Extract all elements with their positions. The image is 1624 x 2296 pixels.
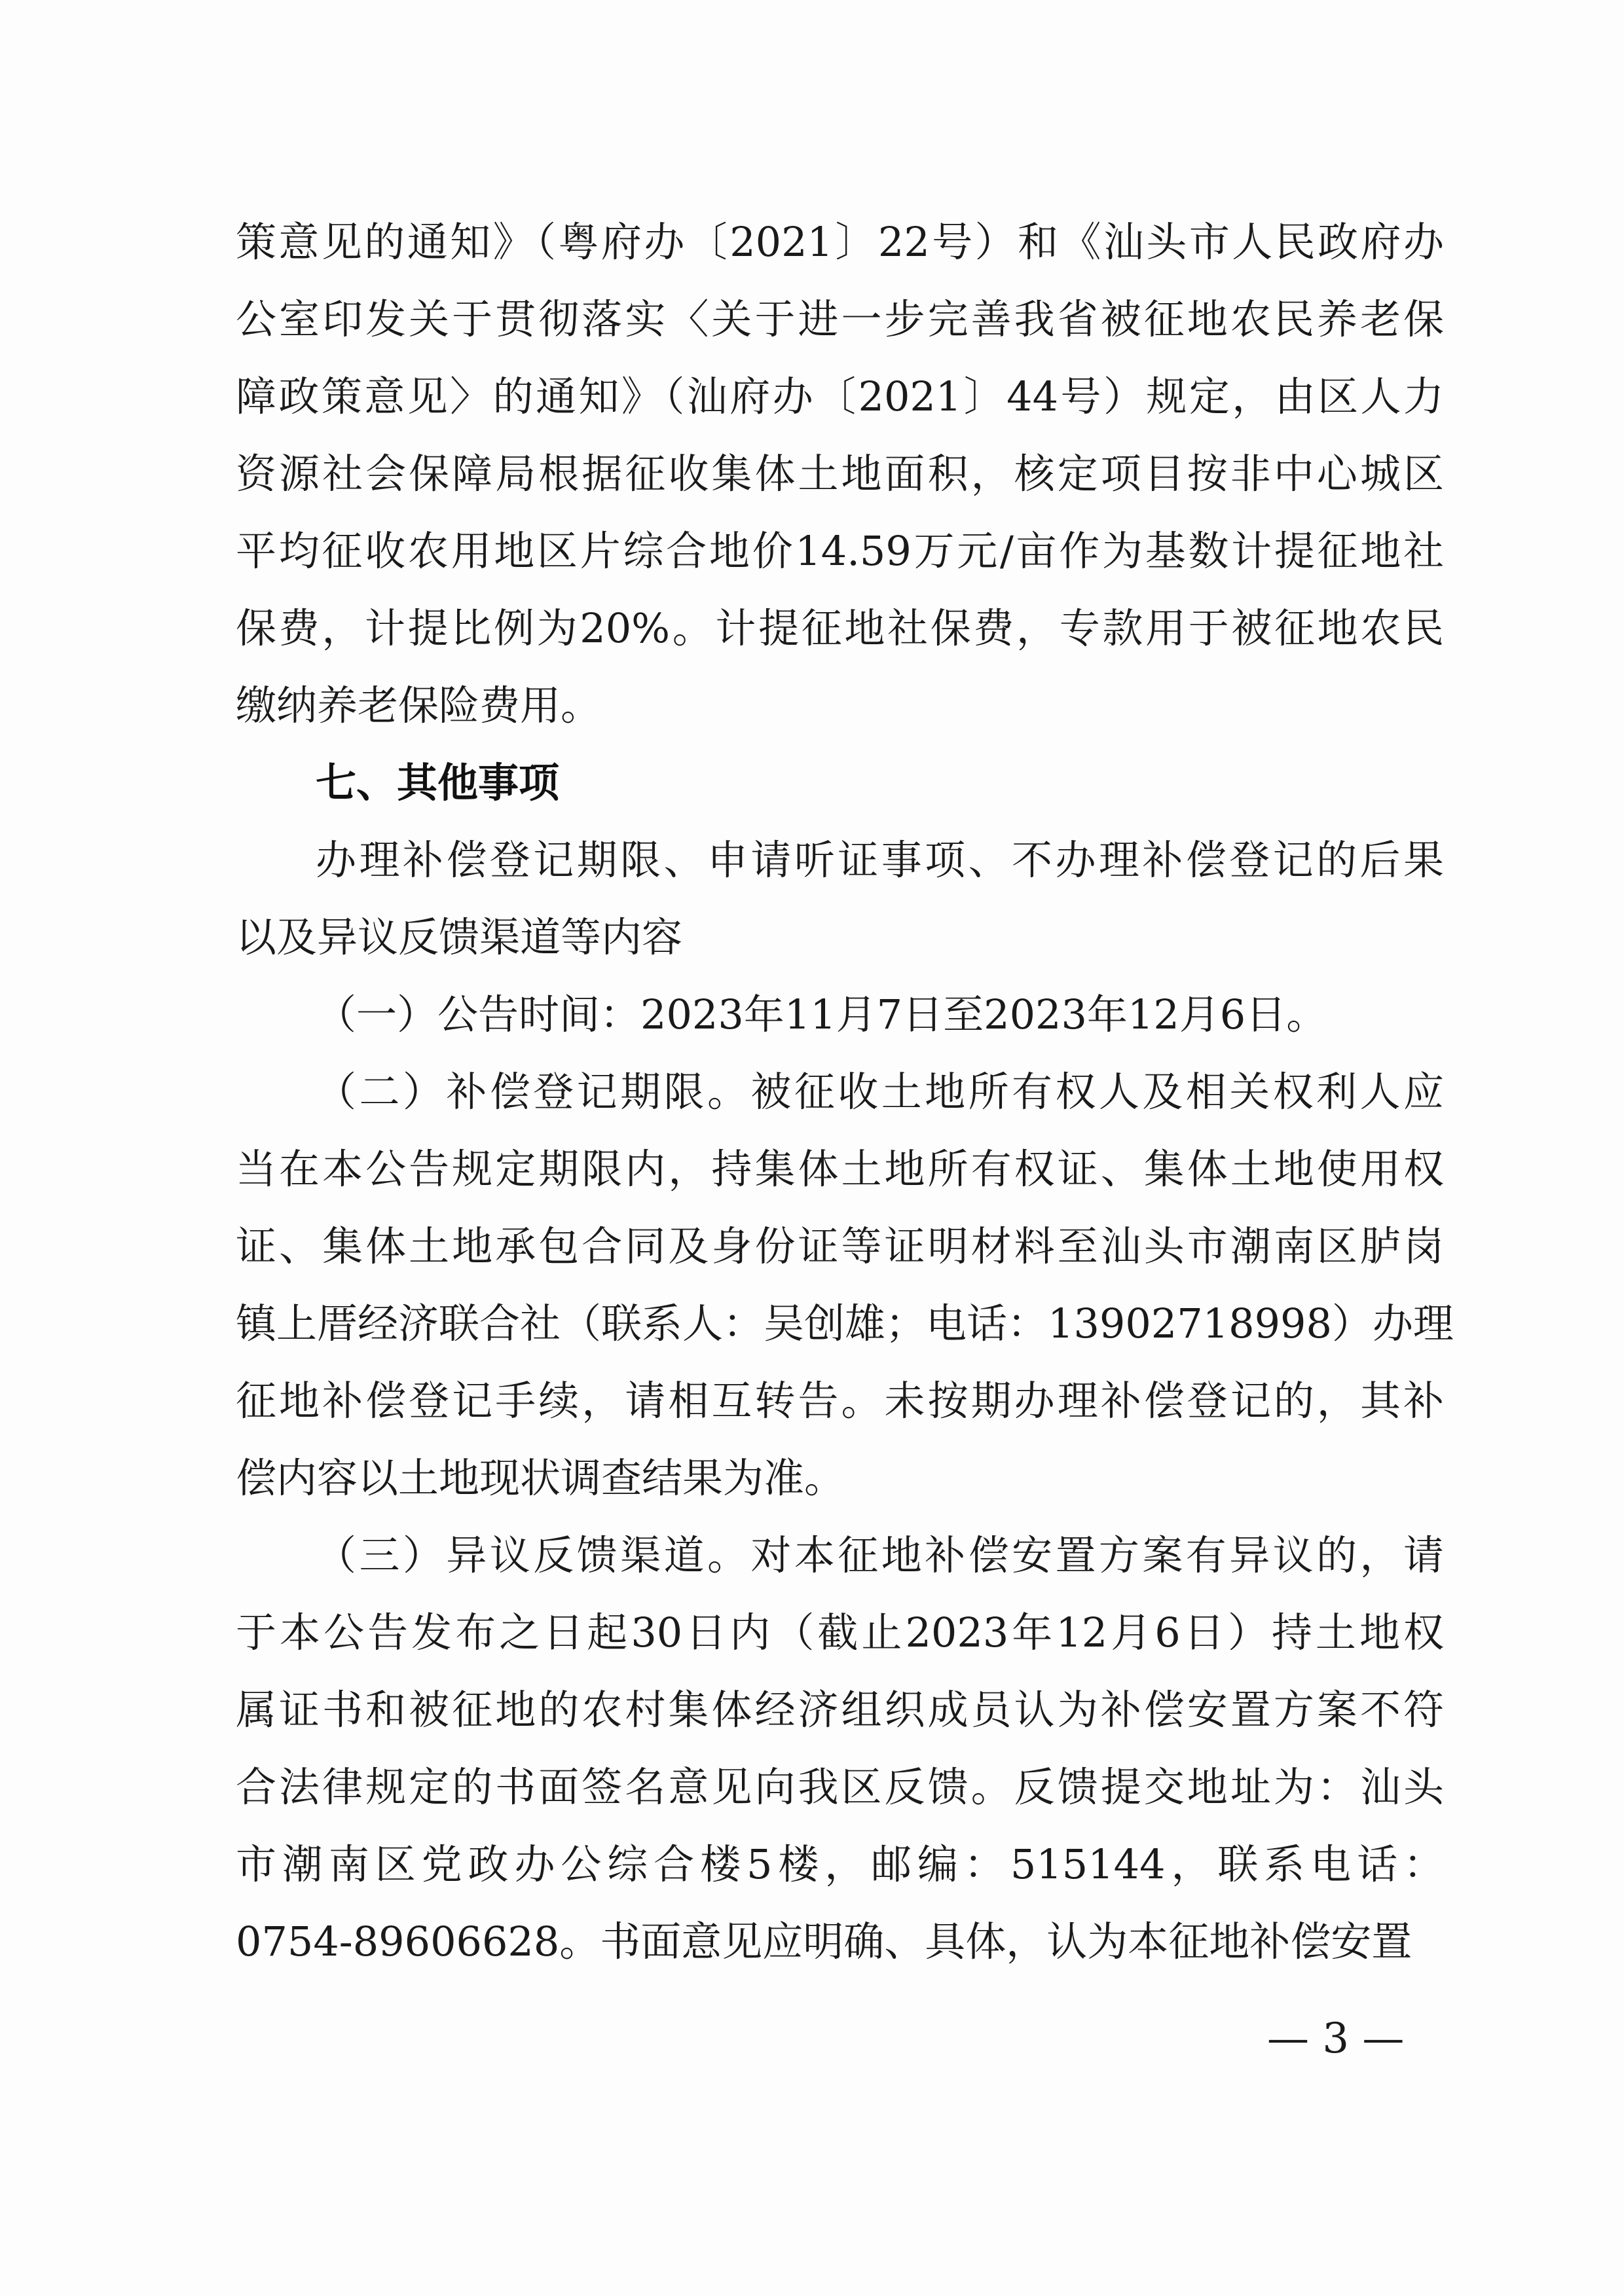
paragraph-line: 保费，计提比例为20%。计提征地社保费，专款用于被征地农民 bbox=[236, 604, 1444, 652]
section-heading: 七、其他事项 bbox=[316, 759, 560, 807]
list-item-line: 属证书和被征地的农村集体经济组织成员认为补偿安置方案不符 bbox=[236, 1686, 1444, 1734]
list-item-line: 征地补偿登记手续，请相互转告。未按期办理补偿登记的，其补 bbox=[236, 1377, 1444, 1425]
list-item-line: 偿内容以土地现状调查结果为准。 bbox=[236, 1454, 845, 1502]
paragraph-line: 平均征收农用地区片综合地价14.59万元/亩作为基数计提征地社 bbox=[236, 527, 1444, 575]
list-item-line: 当在本公告规定期限内，持集体土地所有权证、集体土地使用权 bbox=[236, 1145, 1444, 1193]
paragraph-line: 公室印发关于贯彻落实〈关于进一步完善我省被征地农民养老保 bbox=[236, 295, 1444, 343]
paragraph-line: 策意见的通知》（粤府办〔2021〕22号）和《汕头市人民政府办 bbox=[236, 218, 1444, 266]
paragraph-line: 缴纳养老保险费用。 bbox=[236, 682, 602, 729]
paragraph-line: 资源社会保障局根据征收集体土地面积，核定项目按非中心城区 bbox=[236, 450, 1444, 498]
list-item-line: （三）异议反馈渠道。对本征地补偿安置方案有异议的，请 bbox=[316, 1531, 1444, 1579]
list-item-line: 0754-89606628。书面意见应明确、具体，认为本征地补偿安置 bbox=[236, 1918, 1412, 1965]
list-item-line: 合法律规定的书面签名意见向我区反馈。反馈提交地址为：汕头 bbox=[236, 1763, 1444, 1811]
list-item-line: （一）公告时间：2023年11月7日至2023年12月6日。 bbox=[316, 991, 1327, 1038]
list-item-line: 镇上厝经济联合社（联系人：吴创雄；电话：13902718998）办理 bbox=[236, 1300, 1454, 1347]
list-item-line: 证、集体土地承包合同及身份证等证明材料至汕头市潮南区胪岗 bbox=[236, 1222, 1444, 1270]
page-number: — 3 — bbox=[1267, 2014, 1405, 2063]
paragraph-line: 障政策意见〉的通知》（汕府办〔2021〕44号）规定，由区人力 bbox=[236, 373, 1444, 420]
paragraph-line: 以及异议反馈渠道等内容 bbox=[236, 913, 683, 961]
paragraph-line: 办理补偿登记期限、申请听证事项、不办理补偿登记的后果 bbox=[316, 836, 1444, 884]
list-item-line: 于本公告发布之日起30日内（截止2023年12月6日）持土地权 bbox=[236, 1609, 1444, 1656]
list-item-line: 市潮南区党政办公综合楼5楼，邮编：515144，联系电话： bbox=[236, 1840, 1444, 1888]
list-item-line: （二）补偿登记期限。被征收土地所有权人及相关权利人应 bbox=[316, 1068, 1444, 1116]
